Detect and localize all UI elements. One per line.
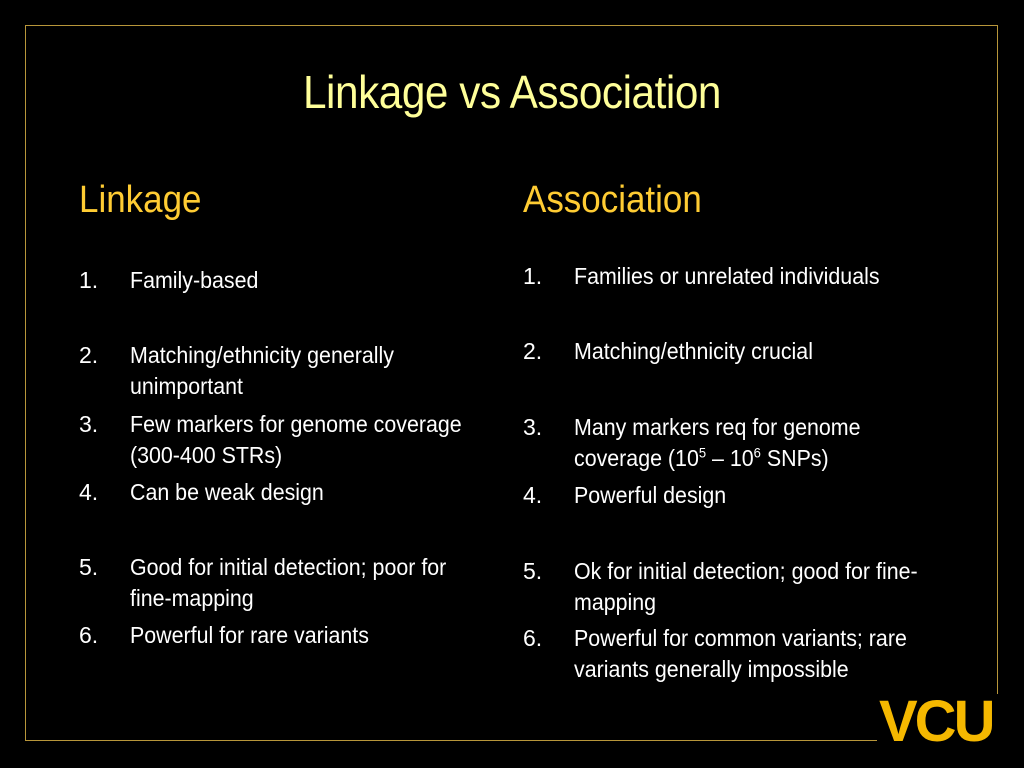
list-number: 4. xyxy=(523,482,543,508)
list-number: 5. xyxy=(523,558,543,584)
list-text: Families or unrelated individuals xyxy=(574,263,880,289)
text-part: Many markers req for genome coverage (10 xyxy=(574,414,861,471)
list-number: 1. xyxy=(79,267,99,293)
list-number: 2. xyxy=(523,338,543,364)
association-heading: Association xyxy=(523,179,702,221)
list-number: 3. xyxy=(523,414,543,440)
superscript: 6 xyxy=(753,444,761,461)
list-number: 4. xyxy=(79,479,99,505)
list-text: Matching/ethnicity crucial xyxy=(574,338,813,364)
list-number: 3. xyxy=(79,411,99,437)
list-number: 2. xyxy=(79,342,99,368)
list-text: Few markers for genome coverage (300-400 STRs) xyxy=(130,411,462,468)
list-number: 6. xyxy=(523,625,543,651)
list-text xyxy=(574,412,927,474)
list-text: Ok for initial detection; good for fine-mapping xyxy=(574,558,918,615)
list-number: 6. xyxy=(79,622,99,648)
list-number: 5. xyxy=(79,554,99,580)
list-text: Family-based xyxy=(130,267,259,293)
list-text: Powerful for rare variants xyxy=(130,622,369,648)
linkage-heading: Linkage xyxy=(79,179,202,221)
vcu-logo xyxy=(877,689,1002,754)
list-number: 1. xyxy=(523,263,543,289)
superscript: 5 xyxy=(698,444,707,461)
list-text: Powerful design xyxy=(574,482,727,508)
list-text: Powerful for common variants; rare variants generally impossible xyxy=(574,625,907,682)
text-part: – 10 xyxy=(706,445,754,471)
logo-text: VCU xyxy=(879,689,993,754)
text-part: SNPs) xyxy=(760,445,829,471)
list-text: Good for initial detection; poor for fine-mapping xyxy=(130,554,447,611)
list-text: Matching/ethnicity generally unimportant xyxy=(130,342,394,399)
list-text: Can be weak design xyxy=(130,479,324,505)
slide-title: Linkage vs Association xyxy=(302,66,722,118)
